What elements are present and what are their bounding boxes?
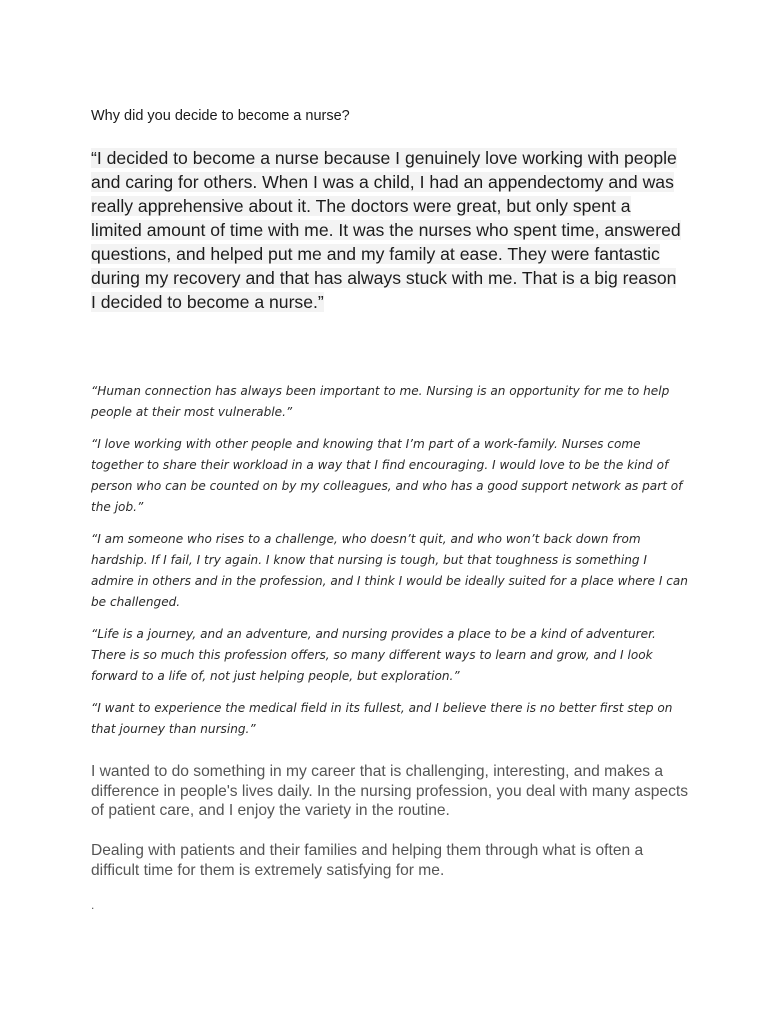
quote-list (91, 381, 691, 751)
trailing-mark: . (91, 898, 95, 912)
main-answer-text: “I decided to become a nurse because I genuinely love working with people and caring for others. When I was a child, I had an appendectomy and was really apprehensive about it. The doctors were great, but only spent a limited amount of time with me. It was the nurses who spent time, answered questions, and helped put me and my family at ease. They were fantastic during my recovery and that has always stuck with me. That is a big reason I decided to become a nurse.” (91, 148, 681, 312)
paragraph-career: I wanted to do something in my career that is challenging, interesting, and makes a difference in people's lives daily. In the nursing profession, you deal with many aspects of patient care, and I enjoy the variety in the routine. (91, 763, 689, 819)
quote-item: “Human connection has always been important to me. Nursing is an opportunity for me to help people at their most vulnerable.” (91, 384, 670, 419)
question-heading: Why did you decide to become a nurse? (91, 108, 350, 124)
paragraph-patients: Dealing with patients and their families and helping them through what is often a difficult time for them is extremely satisfying for me. (91, 842, 644, 879)
quote-item: “I love working with other people and knowing that I’m part of a work-family. Nurses come together to share their workload in a way that I find encouraging. I would love to be the kind of person who can be counted on by my colleagues, and who has a good support network as part of the job.” (91, 437, 683, 514)
quote-item: “I want to experience the medical field in its fullest, and I believe there is no better first step on that journey than nursing.” (91, 701, 673, 736)
quote-item: “I am someone who rises to a challenge, who doesn’t quit, and who won’t back down from hardship. If I fail, I try again. I know that nursing is tough, but that toughness is something I admire in others and in the profession, and I think I would be ideally suited for a place where I can be challenged. (91, 532, 688, 609)
quote-item: “Life is a journey, and an adventure, and nursing provides a place to be a kind of adventurer. There is so much this profession offers, so many different ways to learn and grow, and I look forward to a life of, not just helping people, but exploration.” (91, 627, 656, 683)
main-answer (91, 146, 681, 314)
